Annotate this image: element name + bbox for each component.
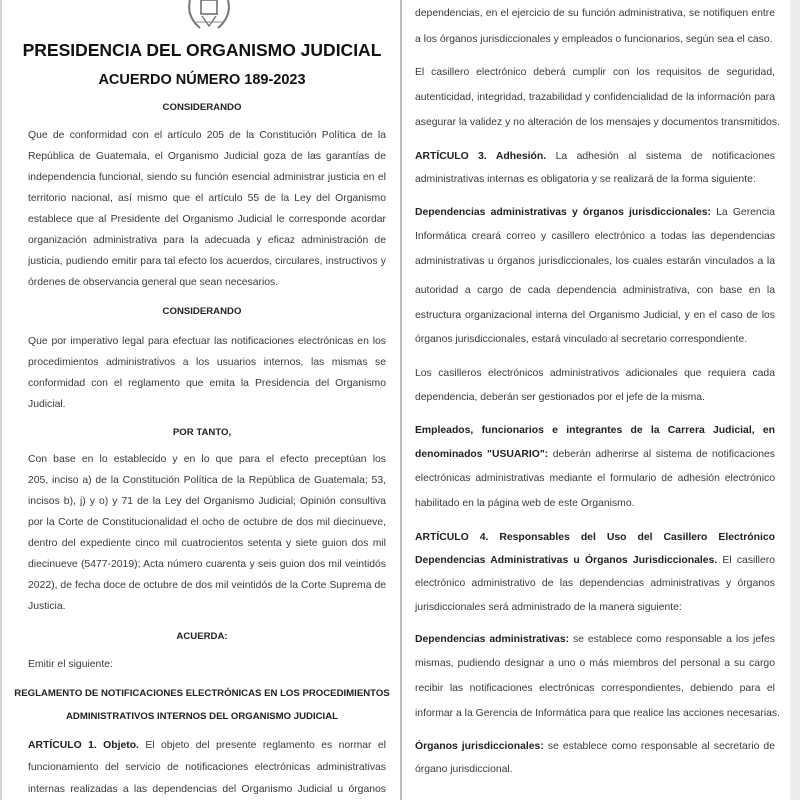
paragraph-line xyxy=(28,739,386,753)
paragraph-line: jurisdiccionales será administrado de la manera siguiente: xyxy=(415,602,682,613)
line-text: La Gerencia xyxy=(716,207,775,218)
paragraph-line: a los órganos jurisdiccionales y empleados o funcionarios, según sea el caso. xyxy=(415,34,773,45)
bold-lead: Dependencias administrativas y órganos jurisdiccionales: xyxy=(415,207,711,218)
paragraph-line: informar a la Gerencia de Informática para que realice las acciones necesarias. xyxy=(415,708,781,719)
paragraph-line xyxy=(415,448,775,462)
line-text: El objeto del presente reglamento es normar el xyxy=(138,740,386,751)
paragraph-line: organización administrativa para la adecuada y eficaz administración de xyxy=(28,235,386,246)
paragraph-line: territorio nacional, así mismo que el artículo 55 de la Ley del Organismo xyxy=(28,193,386,204)
paragraph-line: administrativas internas es obligatoria y se realizará de la forma siguiente: xyxy=(415,174,756,185)
paragraph-line: establece que al Presidente del Organismo Judicial le corresponde acordar xyxy=(28,214,386,225)
paragraph-line: Que por imperativo legal para efectuar las notificaciones electrónicas en los xyxy=(28,336,386,347)
paragraph-line xyxy=(415,424,775,438)
paragraph-line: mismas, pudiendo designar a uno o más miembros del personal a su cargo xyxy=(415,658,775,669)
paragraph-line: por la Corte de Constitucionalidad el ocho de octubre de dos mil diecinueve, xyxy=(28,517,386,528)
paragraph-line: órdenes de observancia general que sean necesarios. xyxy=(28,277,279,288)
right-page xyxy=(400,0,790,800)
paragraph-line: dependencias, en el ejercicio de su función administrativa, se notifiquen entre xyxy=(415,8,775,19)
paragraph-line xyxy=(415,633,775,647)
bold-lead: Dependencias administrativas: xyxy=(415,634,570,645)
paragraph-line: Con base en lo establecido y en lo que para el efecto preceptúan los xyxy=(28,454,386,465)
paragraph-line: Judicial. xyxy=(28,399,66,410)
page-margin xyxy=(790,0,800,800)
paragraph-line xyxy=(415,740,775,754)
paragraph-line: El casillero electrónico deberá cumplir con los requisitos de seguridad, xyxy=(415,67,775,78)
paragraph-line: Justicia. xyxy=(28,601,66,612)
paragraph-line: administrativas u órganos jurisdiccionales, los cuales estarán vinculados a la xyxy=(415,256,775,267)
paragraph-line: procedimientos administrativos a los usuarios internos, las mismas se xyxy=(28,357,386,368)
paragraph-line: dependencia, deberán ser gestionados por el jefe de la misma. xyxy=(415,392,705,403)
bold-lead: Dependencias Administrativas u Órganos Jurisdiccionales. xyxy=(415,555,718,566)
paragraph-line: 205, inciso a) de la Constitución Política de la República de Guatemala; 53, xyxy=(28,475,386,486)
line-text: La adhesión al sistema de notificaciones xyxy=(555,151,775,162)
paragraph-line: dentro del expediente cinco mil cuatrocientos setenta y siete guion dos mil xyxy=(28,538,386,549)
bold-lead: ARTÍCULO 3. Adhesión. xyxy=(415,151,547,162)
paragraph-line: independencia funcional, siendo su función esencial administrar justicia en el xyxy=(28,172,386,183)
paragraph-line xyxy=(415,531,775,545)
paragraph-line: autoridad a cargo de cada dependencia administrativa, con base en la xyxy=(415,285,775,296)
section-heading: CONSIDERANDO xyxy=(162,102,242,113)
agreement-number: ACUERDO NÚMERO 189-2023 xyxy=(98,72,306,88)
line-text: El casillero xyxy=(717,555,775,566)
section-heading: ADMINISTRATIVOS INTERNOS DEL ORGANISMO JUDICIAL xyxy=(65,711,338,722)
paragraph-line: electrónico administrativo de las dependencias administrativas y órganos xyxy=(415,578,775,589)
section-heading: POR TANTO, xyxy=(172,427,232,438)
bold-lead: ARTÍCULO 1. Objeto. xyxy=(28,740,139,751)
paragraph-line xyxy=(415,206,775,220)
bold-lead: ARTÍCULO 4. Responsables del Uso del Casillero Electrónico xyxy=(415,532,775,543)
paragraph-line: conformidad con el reglamento que emita la Presidencia del Organismo xyxy=(28,378,386,389)
line-text: se establece como responsable al secretario de xyxy=(547,741,775,752)
bold-lead: Órganos jurisdiccionales: xyxy=(415,741,544,752)
paragraph-line: asegurar la validez y no alteración de los mensajes y documentos transmitidos. xyxy=(415,117,781,128)
paragraph-line: estructura organizacional interna del Organismo Judicial, y en el caso de los xyxy=(415,310,775,321)
paragraph-line: electrónicas administrativas mediante el formulario de adhesión electrónico xyxy=(415,473,775,484)
paragraph-line: autenticidad, integridad, trazabilidad y confidencialidad de la información para xyxy=(415,92,775,103)
paragraph-line xyxy=(415,554,775,568)
paragraph-line: República de Guatemala, el Organismo Judicial goza de las garantías de xyxy=(28,151,386,162)
paragraph-line: justicia, pudiendo emitir para tal efecto los acuerdos, circulares, instructivos y xyxy=(28,256,386,267)
bold-lead: denominados "USUARIO": xyxy=(415,449,549,460)
section-heading: CONSIDERANDO xyxy=(162,306,242,317)
section-heading: REGLAMENTO DE NOTIFICACIONES ELECTRÓNICAS EN LOS PROCEDIMIENTOS xyxy=(14,688,390,699)
paragraph-line: Emitir el siguiente: xyxy=(28,659,113,670)
paragraph-line: funcionamiento del servicio de notificaciones electrónicas administrativas xyxy=(28,762,386,773)
paragraph-line: recibir las notificaciones electrónicas correspondientes, debiendo para el xyxy=(415,683,775,694)
paragraph-line: Los casilleros electrónicos administrativos adicionales que requiera cada xyxy=(415,368,775,379)
paragraph-line: internas realizadas a las dependencias del Organismo Judicial u órganos xyxy=(28,784,386,795)
paragraph-line xyxy=(415,150,775,164)
section-heading: ACUERDA: xyxy=(176,631,228,642)
paragraph-line: 2022), de fecha doce de octubre de dos mil veintidós de la Corte Suprema de xyxy=(28,580,386,591)
paragraph-line: diecinueve (5477-2019); Acta número cuarenta y seis guion dos mil veintidós xyxy=(28,559,386,570)
paragraph-line: habilitado en la página web de este Organismo. xyxy=(415,498,635,509)
paragraph-line: órganos jurisdiccionales, estará vinculado al secretario correspondiente. xyxy=(415,334,748,345)
bold-lead: Empleados, funcionarios e integrantes de la Carrera Judicial, en xyxy=(415,425,775,436)
line-text: se establece como responsable a los jefes xyxy=(572,634,775,645)
page-title: PRESIDENCIA DEL ORGANISMO JUDICIAL xyxy=(22,40,382,60)
line-text: deberán adherirse al sistema de notificaciones xyxy=(548,449,775,460)
paragraph-line: órgano jurisdiccional. xyxy=(415,764,513,775)
paragraph-line: Que de conformidad con el artículo 205 de la Constitución Política de la xyxy=(28,130,386,141)
coat-of-arms-icon xyxy=(182,0,236,32)
paragraph-line: incisos b), j) y o) y 71 de la Ley del Organismo Judicial; Opinión consultiva xyxy=(28,496,386,507)
paragraph-line: Informática creará correo y casillero electrónico a todas las dependencias xyxy=(415,231,775,242)
